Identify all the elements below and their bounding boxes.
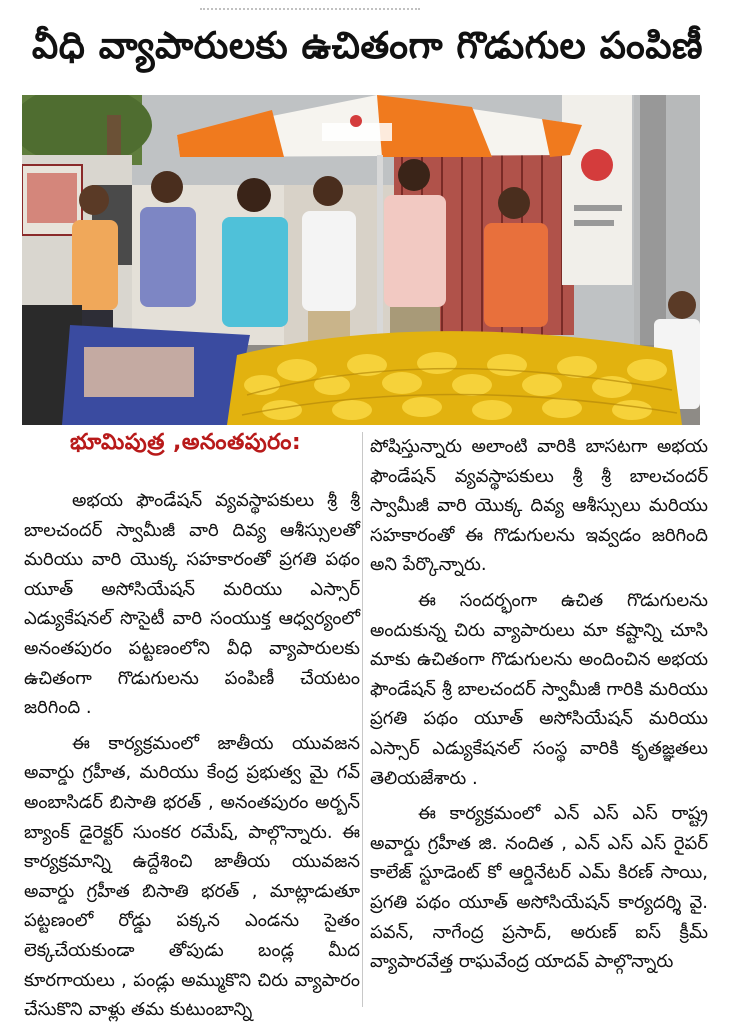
article-paragraph: ఈ కార్యక్రమంలో ఎన్ ఎస్ ఎస్ రాష్ట్ర అవార్డు గ్రహీత జి. నందిత , ఎన్ ఎస్ ఎస్ రైపర్ కాలేజ్ స్టూడెంట్ కో ఆర్డినేటర్ ఎమ్ కిరణ్ సాయి, ప్రగతి పథం యూత్ అసోసియేషన్ కార్యదర్శి వై. పవన్, నాగేంద్ర ప్రసాద్, అరుణ్ ఐస్ క్రీమ్ వ్యాపారవేత్త రాఘవేంద్ర యాదవ్ పాల్గొన్నారు (370, 803, 708, 973)
article-paragraph: ఈ కార్యక్రమంలో జాతీయ యువజన అవార్డు గ్రహీత, మరియు కేంద్ర ప్రభుత్వ మై గవ్ అంబాసిడర్ బిసాతి భరత్ , అనంతపురం అర్బన్ బ్యాంక్ డైరెక్టర్ సుంకర రమేష్, పాల్గొన్నారు. ఈ కార్యక్రమాన్ని ఉద్దేశించి జాతీయ యువజన అవార్డు గ్రహీత బిసాతి భరత్ , మాట్లాడుతూ పట్టణంలో రోడ్డు పక్కన ఎండను సైతం లెక్కచేయకుండా తోపుడు బండ్ల మీద కూరగాయలు , పండ్లు అమ్ముకొని చిరు వ్యాపారం చేసుకొని వాళ్లు తమ కుటుంబాన్ని (24, 732, 360, 1021)
article-paragraph: పోషిస్తున్నారు అలాంటి వారికి బాసటగా అభయ ఫౌండేషన్ వ్యవస్థాపకులు శ్రీ శ్రీ బాలచందర్ స్వామీజీ వారి యొక్క దివ్య ఆశీస్సులు మరియు సహకారంతో ఈ గొడుగులను ఇవ్వడం జరిగింది అని పేర్కొన్నారు. (370, 436, 708, 576)
article-column-right (370, 432, 708, 977)
article-paragraph: అభయ ఫౌండేషన్ వ్యవస్థాపకులు శ్రీ శ్రీ బాలచందర్ స్వామీజీ వారి దివ్య ఆశీస్సులతో మరియు వారి యొక్క సహకారంతో ప్రగతి పథం యూత్ అసోసియేషన్ మరియు ఎస్సార్ ఎడ్యుకేషనల్ సొసైటీ వారి సంయుక్త ఆధ్వర్యంలో అనంతపురం పట్టణంలోని వీధి వ్యాపారులకు ఉచితంగా గొడుగులను పంపిణీ చేయటం జరిగింది . (24, 490, 360, 719)
article-column-left (24, 486, 360, 1025)
dateline: భూమిపుత్ర ,అనంతపురం: (70, 430, 302, 455)
column-divider (362, 432, 363, 1007)
clipped-header-fragment (200, 0, 420, 10)
article-headline: వీధి వ్యాపారులకు ఉచితంగా గొడుగుల పంపిణీ (31, 24, 704, 67)
article-paragraph: ఈ సందర్భంగా ఉచిత గొడుగులను అందుకున్న చిరు వ్యాపారులు మా కష్టాన్ని చూసి మాకు ఉచితంగా గొడుగులను అందించిన అభయ ఫౌండేషన్ శ్రీ బాలచందర్ స్వామీజీ గారికి మరియు ప్రగతి పథం యూత్ అసోసియేషన్ మరియు ఎస్సార్ ఎడ్యుకేషనల్ సంస్థ వారికి కృతజ్ఞతలు తెలియజేశారు . (370, 589, 708, 789)
news-photo (22, 95, 700, 425)
